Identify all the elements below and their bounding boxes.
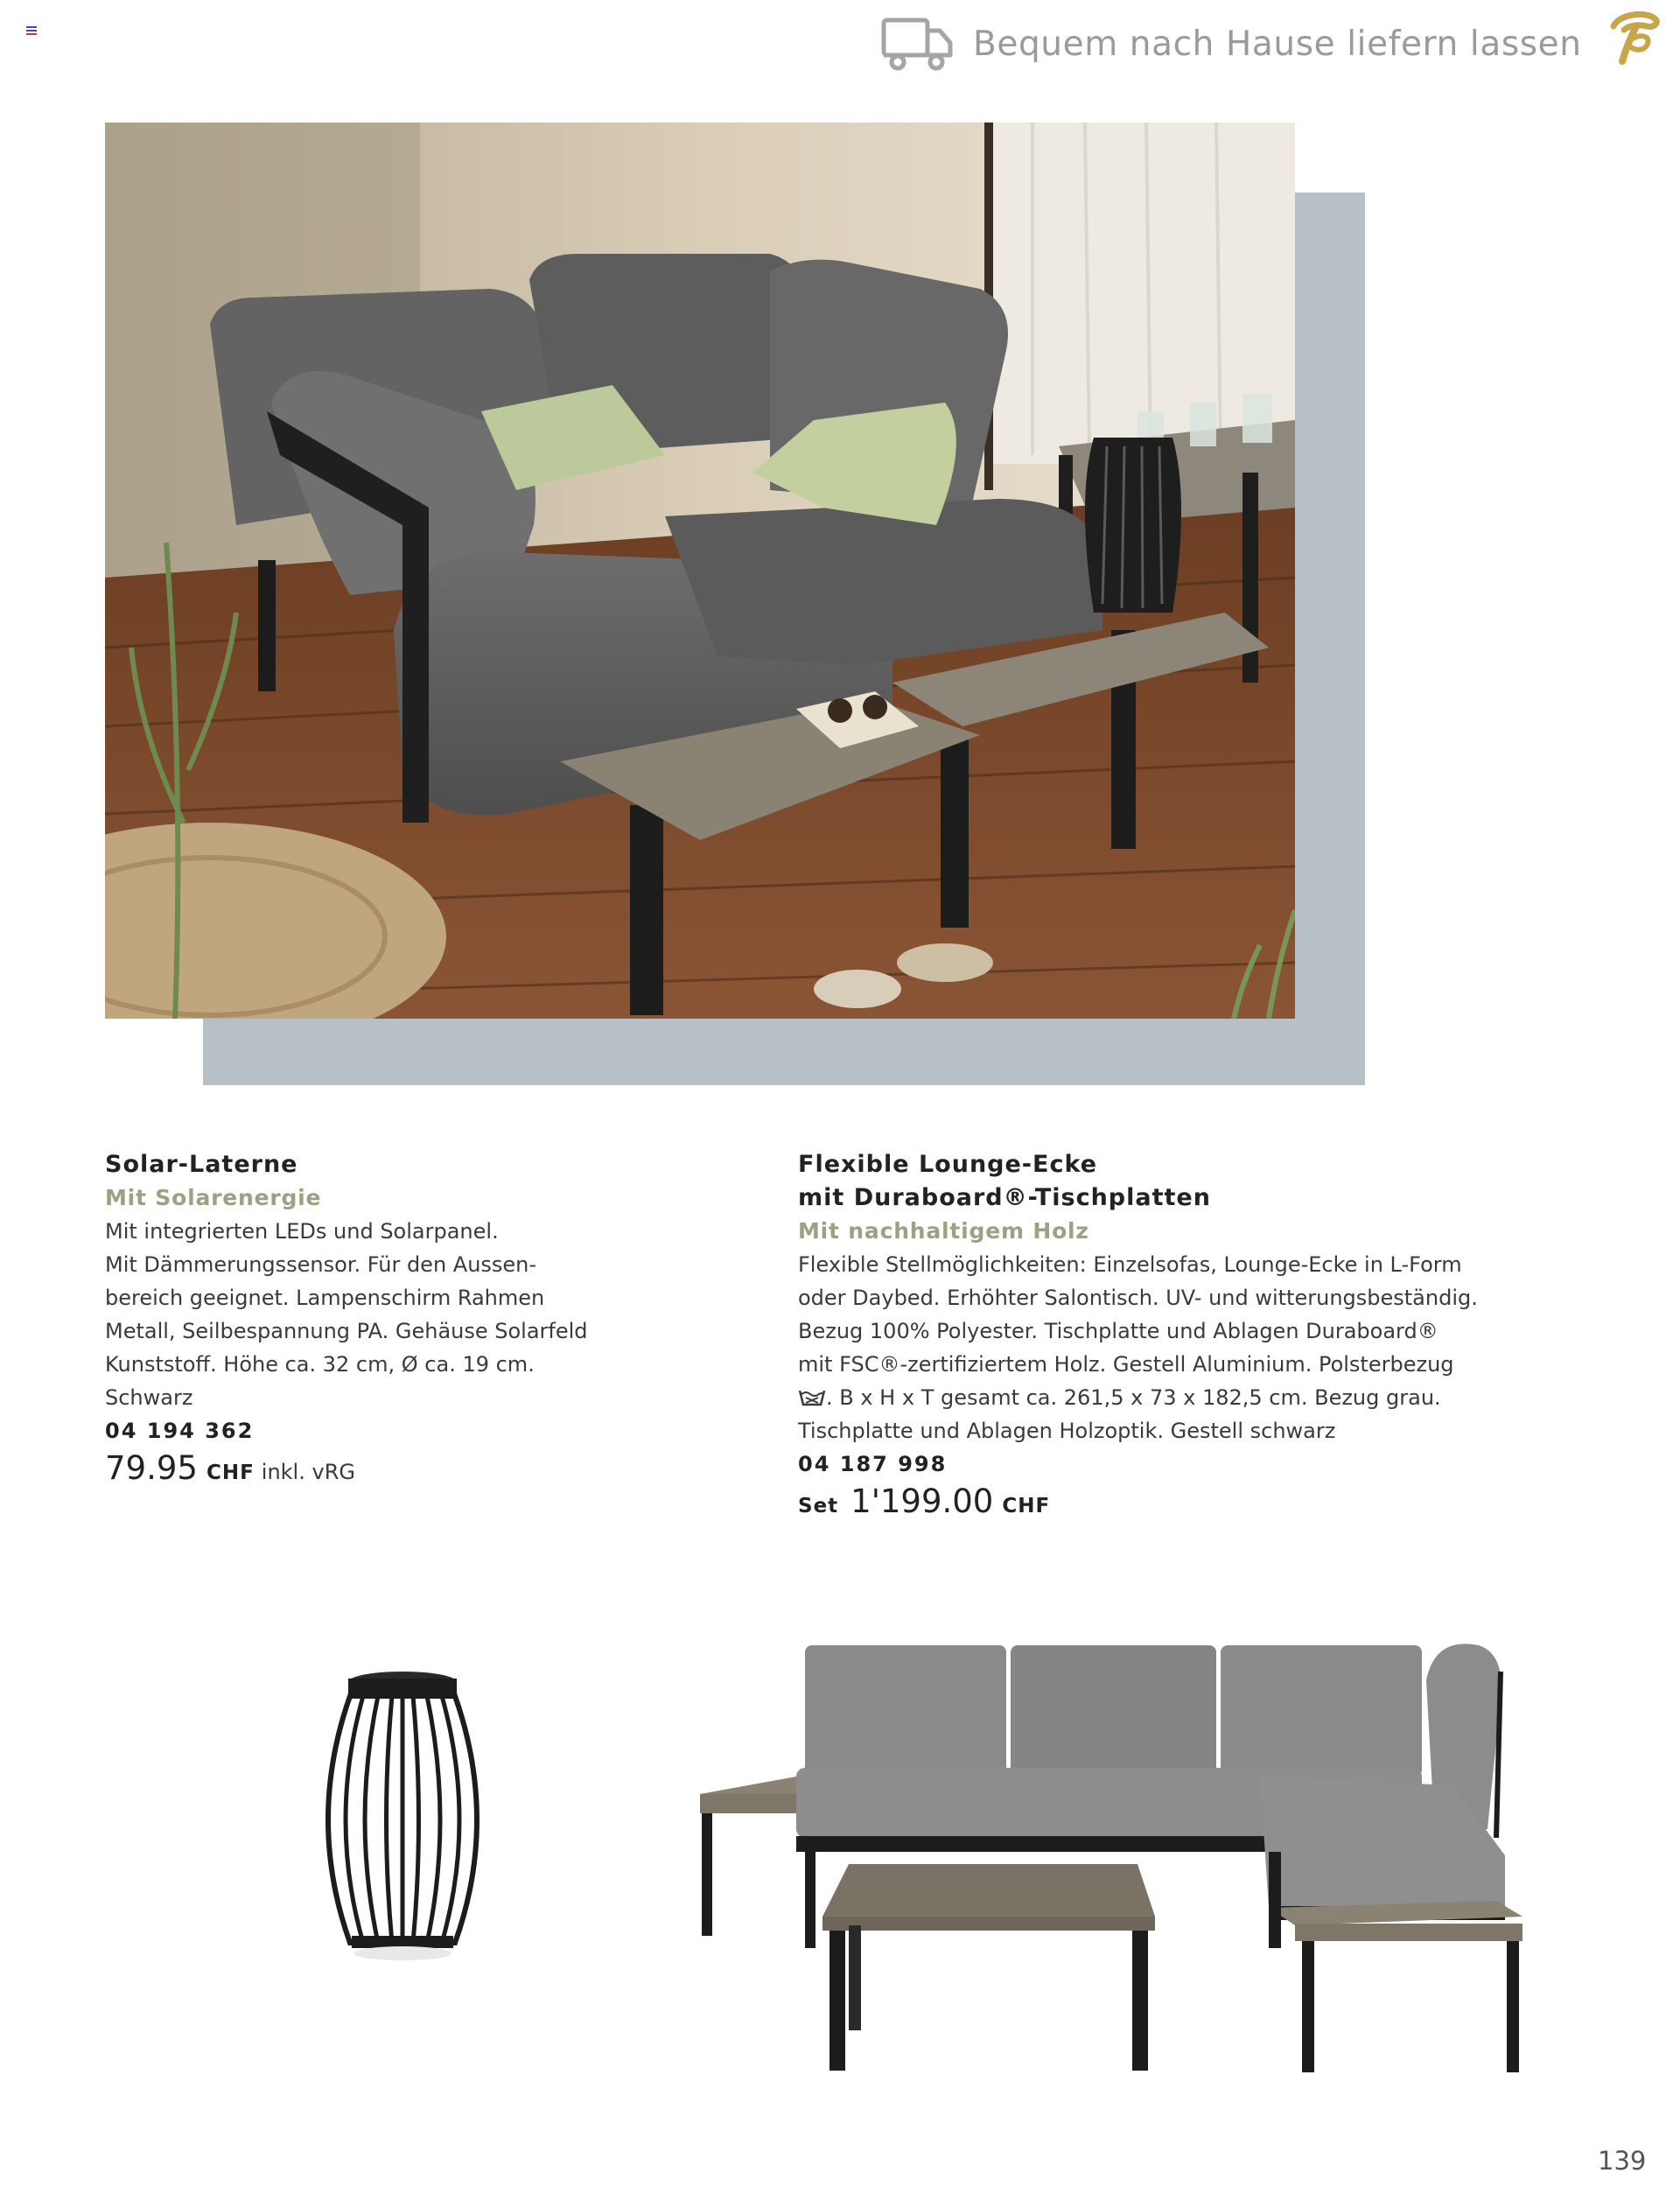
lounge-article-number: 04 187 998: [798, 1452, 948, 1476]
lounge-title: [798, 1148, 1428, 1215]
price-currency: CHF: [1002, 1495, 1051, 1518]
description-line: Mit integrierten LEDs und Solarpanel.: [105, 1219, 499, 1244]
description-line: Schwarz: [105, 1385, 193, 1410]
description-line: bereich geeignet. Lampenschirm Rahmen: [105, 1286, 545, 1310]
page-number: 139: [1598, 2146, 1647, 2176]
lounge-sofa-photo: [665, 1575, 1522, 2083]
description-line: Metall, Seilbespannung PA. Gehäuse Solarfeld: [105, 1319, 588, 1343]
delivery-text: Bequem nach Hause liefern lassen: [973, 24, 1582, 64]
description-line: Bezug 100% Polyester. Tischplatte und Ablagen Duraboard®: [798, 1319, 1438, 1343]
price-currency: CHF: [206, 1462, 255, 1484]
hero-photo: [105, 123, 1295, 1019]
lantern-subtitle: Mit Solarenergie: [105, 1185, 322, 1210]
truck-icon: [880, 15, 954, 73]
delivery-banner: [880, 12, 1582, 75]
lantern-product-info: [105, 1148, 735, 1487]
lounge-product-info: [798, 1148, 1478, 1520]
description-text: . B x H x T gesamt ca. 261,5 x 73 x 182,5 cm. Bezug grau.: [826, 1385, 1441, 1410]
description-line: oder Daybed. Erhöhter Salontisch. UV- und witterungsbeständig.: [798, 1286, 1478, 1310]
lounge-title-line: Flexible Lounge-Ecke: [798, 1151, 1098, 1178]
tchibo-logo-icon: [1601, 7, 1662, 68]
lantern-photo: [298, 1663, 508, 1969]
lantern-article-number: 04 194 362: [105, 1419, 255, 1443]
description-line: Mit Dämmerungssensor. Für den Aussen-: [105, 1252, 537, 1277]
language-flag-icon: [26, 26, 37, 35]
price-prefix: Set: [798, 1495, 839, 1518]
description-line: [798, 1381, 1441, 1414]
description-line: mit FSC®-zertifiziertem Holz. Gestell Aluminium. Polsterbezug: [798, 1352, 1454, 1377]
description-line: Tischplatte und Ablagen Holzoptik. Gestell schwarz: [798, 1419, 1336, 1443]
lounge-subtitle: Mit nachhaltigem Holz: [798, 1218, 1089, 1244]
lantern-title: Solar-Laterne: [105, 1151, 298, 1178]
lounge-description: [798, 1248, 1478, 1447]
lounge-title-line: mit Duraboard®-Tischplatten: [798, 1184, 1211, 1211]
lantern-price: [105, 1449, 735, 1487]
lounge-price: [798, 1483, 1428, 1520]
lantern-description: [105, 1215, 735, 1414]
description-line: Flexible Stellmöglichkeiten: Einzelsofas, Lounge-Ecke in L-Form: [798, 1252, 1462, 1277]
price-value: 79.95: [105, 1449, 198, 1487]
washable-icon: [798, 1387, 826, 1406]
description-line: Kunststoff. Höhe ca. 32 cm, Ø ca. 19 cm.: [105, 1352, 535, 1377]
price-value: 1'199.00: [850, 1483, 994, 1520]
price-note: inkl. vRG: [261, 1460, 355, 1484]
